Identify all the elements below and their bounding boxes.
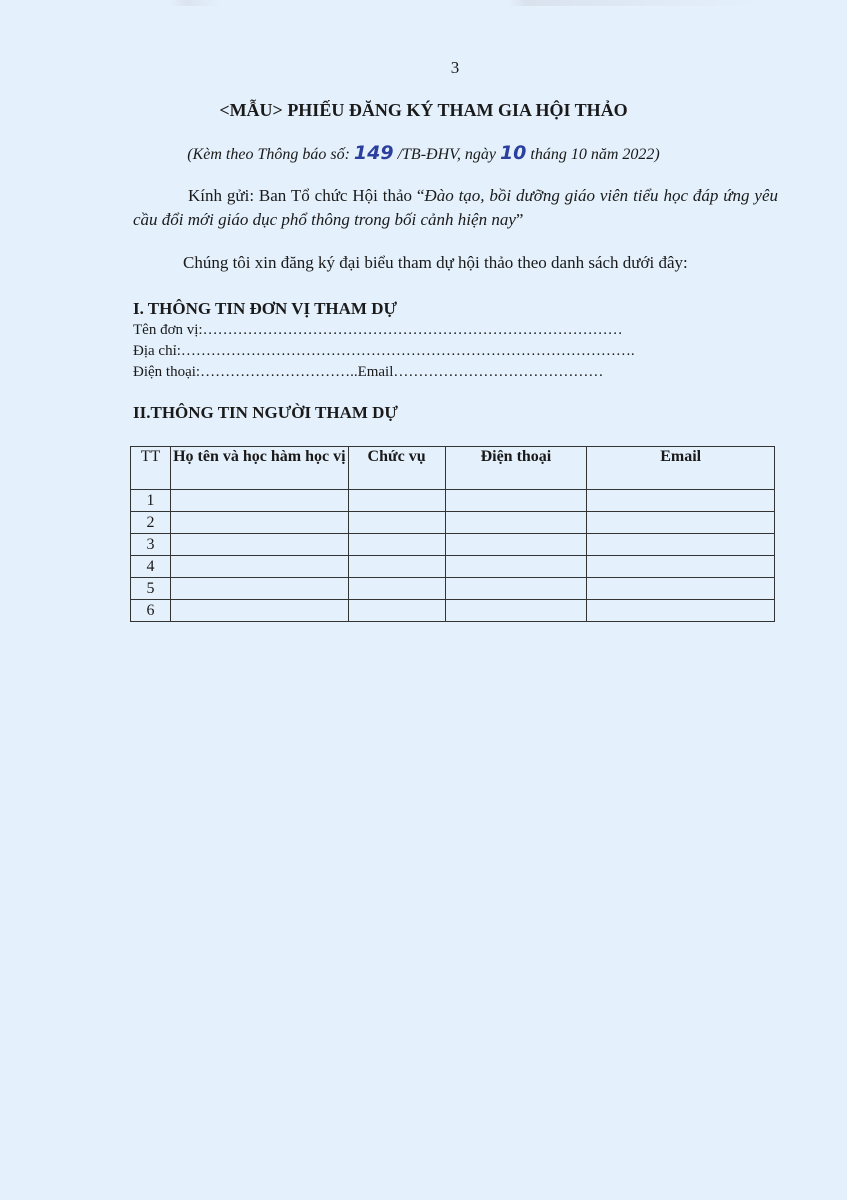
position-cell[interactable] <box>348 512 445 534</box>
table-row <box>131 600 775 622</box>
participant-table <box>130 446 775 622</box>
phone-email-field: Điện thoại:…………………………..Email…………………………………… <box>133 364 604 380</box>
handwritten-number: 149 <box>353 142 394 164</box>
conference-name: Đào tạo, bồi dưỡng giáo viên tiểu học đáp ứng yêu cầu đổi mới giáo dục phổ thông trong bối cảnh hiện nay <box>133 186 778 229</box>
table-row <box>131 578 775 600</box>
phone-cell[interactable] <box>445 578 587 600</box>
position-cell[interactable] <box>348 600 445 622</box>
email-cell[interactable] <box>587 490 775 512</box>
row-number: 2 <box>131 512 171 534</box>
greeting-prefix: Kính gửi: Ban Tổ chức Hội thảo “ <box>188 186 425 205</box>
form-subtitle <box>0 142 847 164</box>
greeting-suffix: ” <box>515 210 524 229</box>
subtitle-suffix: tháng 10 năm 2022) <box>530 146 660 163</box>
position-cell[interactable] <box>348 490 445 512</box>
table-row <box>131 556 775 578</box>
form-title: <MẪU> PHIẾU ĐĂNG KÝ THAM GIA HỘI THẢO <box>219 100 628 120</box>
row-number: 6 <box>131 600 171 622</box>
position-cell[interactable] <box>348 556 445 578</box>
column-header-name: Họ tên và học hàm học vị <box>170 447 348 490</box>
intro-paragraph: Chúng tôi xin đăng ký đại biểu tham dự hội thảo theo danh sách dưới đây: <box>183 253 688 272</box>
row-number: 3 <box>131 534 171 556</box>
section2-heading: II.THÔNG TIN NGƯỜI THAM DỰ <box>133 403 398 422</box>
email-cell[interactable] <box>587 512 775 534</box>
handwritten-day: 10 <box>499 142 527 164</box>
table-row <box>131 534 775 556</box>
row-number: 1 <box>131 490 171 512</box>
row-number: 4 <box>131 556 171 578</box>
email-cell[interactable] <box>587 578 775 600</box>
name-cell[interactable] <box>170 534 348 556</box>
phone-cell[interactable] <box>445 556 587 578</box>
name-cell[interactable] <box>170 600 348 622</box>
position-cell[interactable] <box>348 578 445 600</box>
greeting-paragraph <box>133 184 778 232</box>
table-row <box>131 512 775 534</box>
phone-cell[interactable] <box>445 600 587 622</box>
row-number: 5 <box>131 578 171 600</box>
name-cell[interactable] <box>170 556 348 578</box>
phone-cell[interactable] <box>445 534 587 556</box>
email-cell[interactable] <box>587 556 775 578</box>
column-header-email: Email <box>587 447 775 490</box>
email-cell[interactable] <box>587 534 775 556</box>
phone-cell[interactable] <box>445 490 587 512</box>
subtitle-middle: /TB-ĐHV, ngày <box>397 146 496 163</box>
position-cell[interactable] <box>348 534 445 556</box>
phone-cell[interactable] <box>445 512 587 534</box>
name-cell[interactable] <box>170 512 348 534</box>
column-header-tt: TT <box>131 447 171 490</box>
table-header-row <box>131 447 775 490</box>
column-header-position: Chức vụ <box>348 447 445 490</box>
section1-heading: I. THÔNG TIN ĐƠN VỊ THAM DỰ <box>133 299 398 318</box>
table-row <box>131 490 775 512</box>
page-number: 3 <box>450 58 460 77</box>
name-cell[interactable] <box>170 578 348 600</box>
unit-name-field: Tên đơn vị:………………………………………………………………………… <box>133 322 623 338</box>
column-header-phone: Điện thoại <box>445 447 587 490</box>
address-field: Địa chỉ:………………………………………………………………………………. <box>133 343 635 359</box>
subtitle-prefix: (Kèm theo Thông báo số: <box>187 146 350 163</box>
name-cell[interactable] <box>170 490 348 512</box>
scan-artifact <box>0 0 847 6</box>
email-cell[interactable] <box>587 600 775 622</box>
